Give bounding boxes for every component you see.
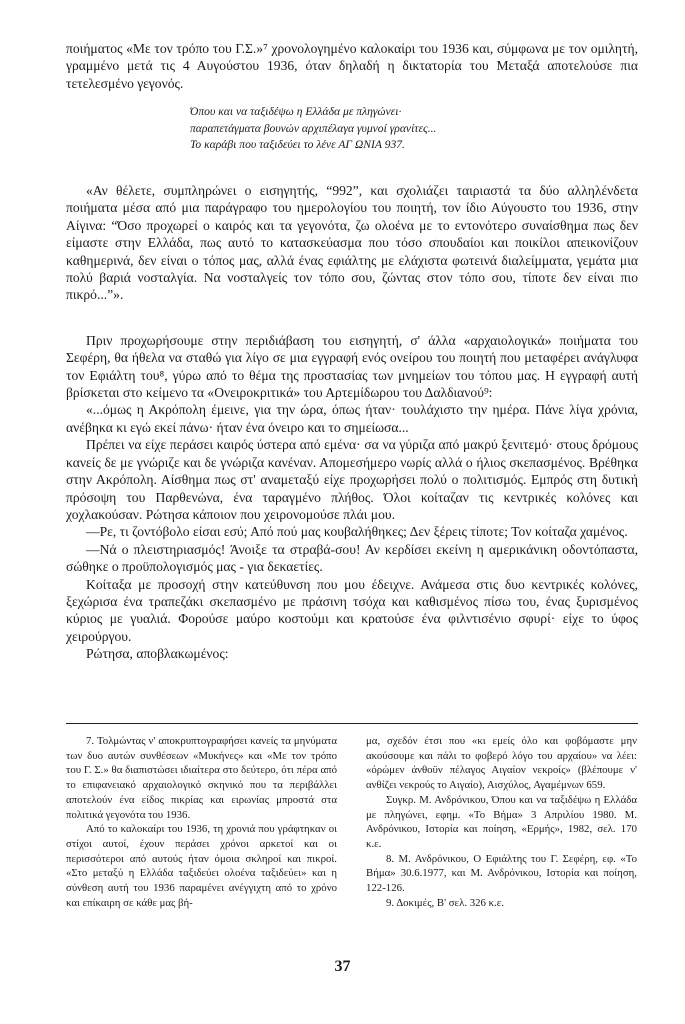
paragraph: «Αν θέλετε, συμπληρώνει ο εισηγητής, “992”, και σχολιάζει ταιριαστά τα δύο αλληλένδετα ποιήματα μέσα από μια παράγραφο του ημερολογίου του ποιητή, τον ίδιο Αύγουστο του 1936, στην Αίγινα: “Όσο προχωρεί ο καιρός και τα γεγονότα, ζω ολοένα με το εντονότερο συναίσθημα πως δεν είμαστε στην Ελλάδα, πως αυτό το κατασκεύασμα που τόσο σπουδαίοι και ποικίλοι απεικονίζουν καθημερινά, δεν είναι ο τόπος μας, αλλά ένας εφιάλτης με ελάχιστα φωτεινά διαλείμματα, γεμάτα μια πολύ βαριά νοσταλγία. Να νοσταλγείς τον τόπο σου, ζώντας στον τόπο σου, τίποτε δεν είναι πιο πικρό...”».	[66, 183, 638, 303]
footnote: Από το καλοκαίρι του 1936, τη χρονιά που γράφτηκαν οι στίχοι αυτοί, έχουν περάσει χρόνοι αρκετοί και οι περισσότεροι από αυτούς ήταν όμοια σκληροί και πικροί. «Στο μεταξύ η Ελλάδα ταξιδεύει ολοένα ταξιδεύει» και η σύνθεση αυτή του 1936 παραμένει ανέγγιχτη από το χρόνο και επίκαιρη σε κάθε μας βή-	[66, 823, 337, 909]
paragraph: ποιήματος «Με τον τρόπο του Γ.Σ.»⁷ χρονολογημένο καλοκαίρι του 1936 και, σύμφωνα με τον ομιλητή, γραμμένο μετά τις 4 Αυγούστου 1936, όταν δηλαδή η δικτατορία του Μεταξά αποτελούσε πια τετελεσμένο γεγονός.	[66, 41, 638, 91]
main-text	[66, 40, 638, 663]
footnote-divider	[66, 723, 638, 724]
poem-quote	[190, 104, 638, 154]
dream-quote-paragraph: Ρώτησα, αποβλακωμένος:	[86, 646, 229, 662]
dream-quote-paragraph: Κοίταξα με προσοχή στην κατεύθυνση που μου έδειχνε. Ανάμεσα στις δυο κεντρικές κολόνες, ξεχώρισα ένα τραπεζάκι σκεπασμένο με πράσινη τσόχα και καθισμένος πίσω του, ένας ξυρισμένος κύριος με γυαλιά. Φορούσε μαύρο κοστούμι και κρατούσε ένα φιλντισένιο σφυρί· είχε το ύφος χειρούργου.	[66, 576, 638, 644]
footnote: 9. Δοκιμές, Β' σελ. 326 κ.ε.	[386, 896, 504, 909]
footnote: Συγκρ. Μ. Ανδρόνικου, Όπου και να ταξιδέψω η Ελλάδα με πληγώνει, εφημ. «Το Βήμα» 3 Απριλίου 1980. Μ. Ανδρόνικου, Ιστορία και ποίηση, «Ερμής», 1982, σελ. 170 κ.ε.	[366, 793, 637, 850]
paragraph: Πριν προχωρήσουμε στην περιδιάβαση του εισηγητή, σ' άλλα «αρχαιολογικά» ποιήματα του Σεφέρη, θα ήθελα να σταθώ για λίγο σε μια εγγραφή ενός ονείρου του ποιητή που μεταφέρει ανάγλυφα τον Εφιάλτη του⁸, γύρω από το θέμα της προστασίας των μνημείων του τόπου μας. Η εγγραφή αυτή βρίσκεται στο κείμενο τα «Ονειροκριτικά» του Αρτεμίδωρου του Δαλδιανού⁹:	[66, 332, 638, 401]
poem-line: Όπου και να ταξιδέψω η Ελλάδα με πληγώνει·	[190, 105, 402, 119]
footnote: 7. Τολμώντας ν' αποκρυπτογραφήσει κανείς τα μηνύματα των δυο αυτών συνθέσεων «Μυκήνες» και «Με τον τρόπο του Γ. Σ.» θα διαπιστώσει ιδιαίτερα στο δεύτερο, ότι πέρα από το επιφανειακό αρχαιολογικό σκηνικό που τα περιβάλλει αποτελούν ένα είδος πικρίας και ειρωνίας μπροστά στα πολιτικά γεγονότα του 1936.	[66, 735, 337, 821]
page-number: 37	[334, 958, 351, 975]
dialogue-line: —Νά ο πλειστηριασμός! Άνοιξε τα στραβά-σου! Αν κερδίσει εκείνη η αμερικάνικη οδοντόπαστα, σώθηκε ο προϋπολογισμός μας - για δεκαετίες.	[66, 541, 638, 575]
footnotes-left-column	[66, 734, 337, 910]
footnotes-right-column	[366, 734, 637, 910]
footnote: μα, σχεδόν έτσι που «κι εμείς όλο και φοβόμαστε μην ακούσουμε και πάλι το φοβερό λόγο του αρχαίου» να λέει: «όρώμεν άνθοϋν πέλαγος Αιγαίον νεκροίς» (βλέπουμε ν' ανθίζει νεκρούς το Αιγαίο), Αισχύλος, Αγαμέμνων 659.	[366, 735, 637, 792]
dialogue-line: —Ρε, τι ζοντόβολο είσαι εσύ; Από πού μας κουβαλήθηκες; Δεν ξέρεις τίποτε; Τον κοίταζα χαμένος.	[86, 524, 628, 540]
footnote: 8. Μ. Ανδρόνικου, Ο Εφιάλτης του Γ. Σεφέρη, εφ. «Το Βήμα» 30.6.1977, και Μ. Ανδρόνικου, Ιστορία και ποίηση, 122-126.	[366, 852, 637, 895]
poem-line: παραπετάγματα βουνών αρχιπέλαγα γυμνοί γρανίτες...	[190, 121, 437, 135]
dream-quote-paragraph: Πρέπει να είχε περάσει καιρός ύστερα από εμένα· σα να γύριζα από μακρύ ξενιτεμό· στους δρόμους κανείς δε με γνώριζε και δε γνώριζα κανέναν. Απομεσήμερο νωρίς αλλά ο ήλιος σκεπασμένος. Βρέθηκα στην Ακρόπολη. Αίσθημα πως στ' αναμεταξύ είχε προχωρήσει πολύ ο πολιτισμός. Εμπρός στη δυτική πρόσοψη του Παρθενώνα, ένα ταραγμένο πλήθος. Όλοι κοίταζαν τις κεντρικές κολόνες και χοχλακούσαν. Ρώτησα κάποιον που χειρονομούσε πλάι μου.	[66, 437, 638, 522]
poem-line: Το καράβι που ταξιδεύει το λένε ΑΓ ΩΝΙΑ 937.	[190, 138, 405, 152]
dream-quote-paragraph: «...όμως η Ακρόπολη έμεινε, για την ώρα, όπως ήταν· τουλάχιστο την ημέρα. Πάνε λίγα χρόνια, ανέβηκα κι εγώ εκεί πάνω· ήταν ένα όνειρο και το σημείωσα...	[66, 402, 638, 435]
